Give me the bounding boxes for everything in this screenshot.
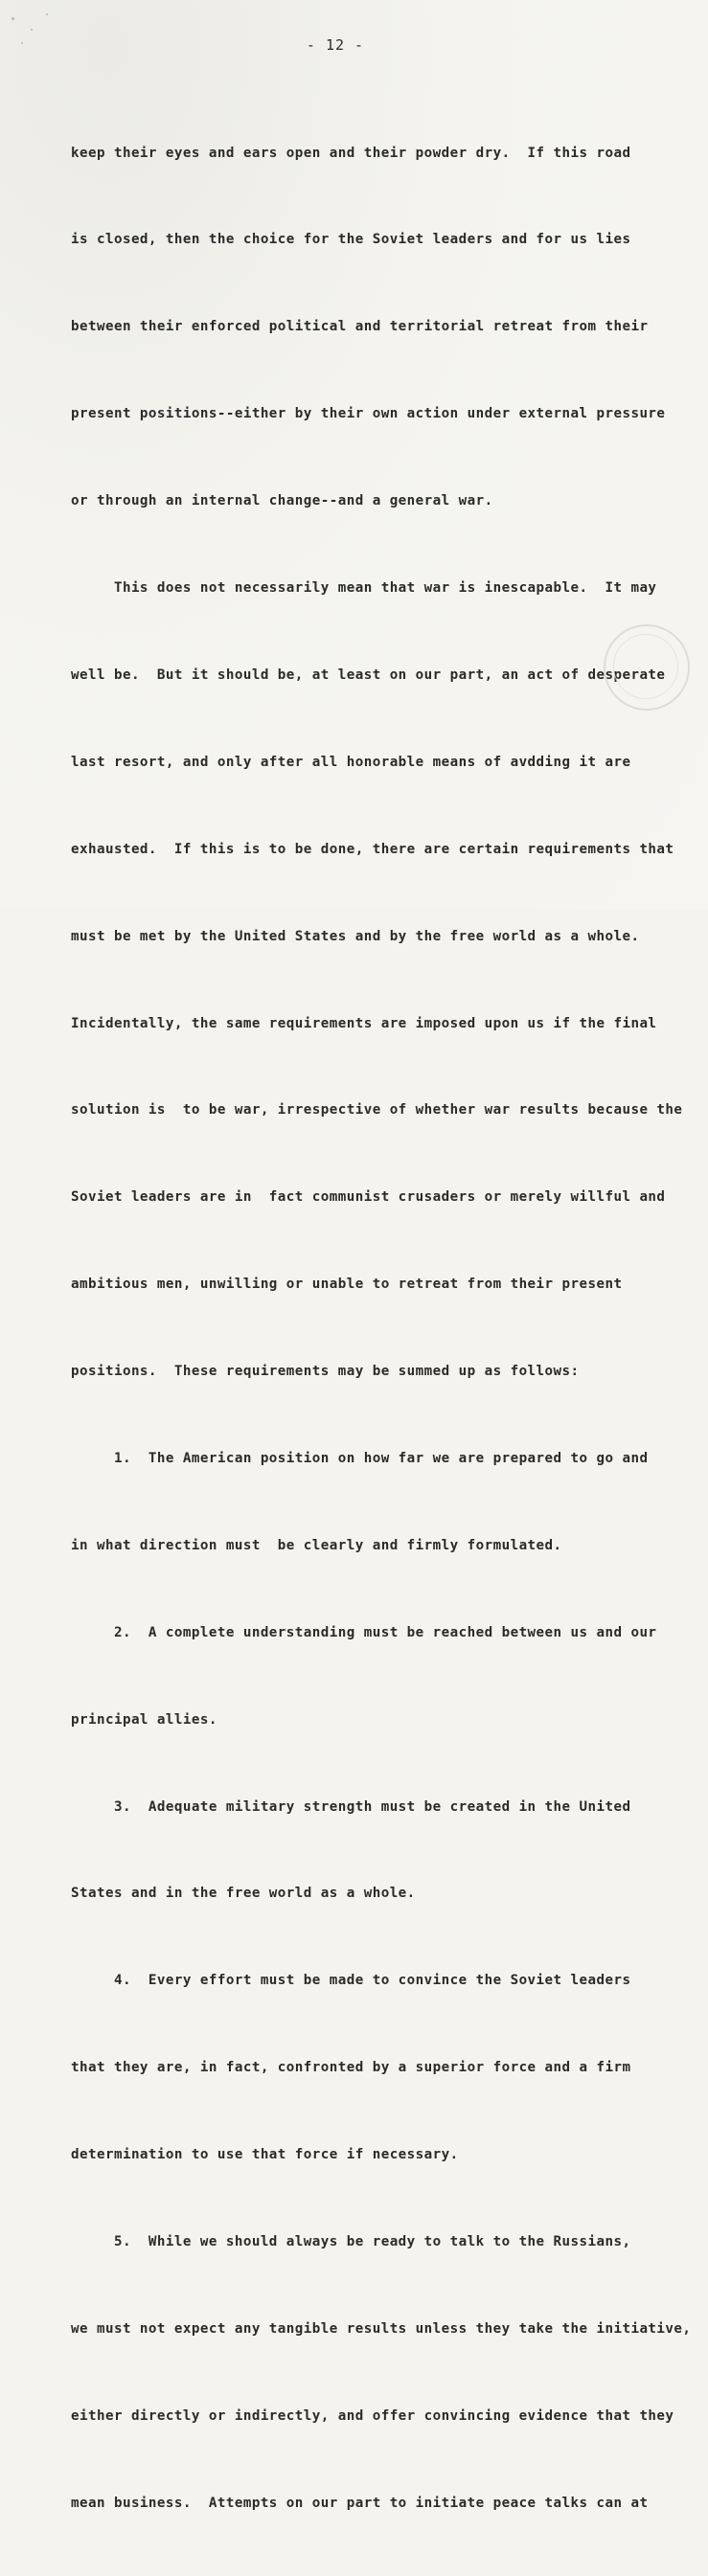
page-number: - 12 -	[306, 36, 365, 54]
text-line: positions. These requirements may be summed up as follows:	[71, 1364, 580, 1380]
text-line: exhausted. If this is to be done, there are certain requirements that	[71, 841, 674, 857]
text-line: Soviet leaders are in fact communist crusaders or merely willful and	[71, 1189, 666, 1206]
text-line: 1. The American position on how far we are prepared to go and	[71, 1450, 649, 1466]
text-line: is closed, then the choice for the Soviet leaders and for us lies	[71, 232, 631, 248]
text-line: solution is to be war, irrespective of whether war results because the	[71, 1102, 683, 1119]
text-line: determination to use that force if necessary.	[71, 2147, 459, 2163]
text-line: 5. While we should always be ready to talk to the Russians,	[71, 2233, 631, 2249]
text-line: 4. Every effort must be made to convince the Soviet leaders	[71, 1973, 631, 1989]
text-line: This does not necessarily mean that war is inescapable. It may	[71, 580, 657, 597]
text-line: present positions--either by their own action under external pressure	[71, 406, 666, 422]
paper-speck	[11, 17, 14, 20]
paper-speck	[31, 29, 33, 31]
text-line: either directly or indirectly, and offer convincing evidence that they	[71, 2407, 674, 2424]
text-line: 2. A complete understanding must be reached between us and our	[71, 1624, 657, 1640]
typed-body-text	[71, 80, 694, 2576]
text-line: between their enforced political and territorial retreat from their	[71, 319, 649, 335]
text-line: must be met by the United States and by the free world as a whole.	[71, 928, 640, 944]
text-line: States and in the free world as a whole.	[71, 1886, 416, 1902]
text-line: 3. Adequate military strength must be created in the United	[71, 1798, 631, 1815]
text-line: well be. But it should be, at least on our part, an act of desperate	[71, 667, 666, 683]
text-line: ambitious men, unwilling or unable to retreat from their present	[71, 1277, 623, 1293]
text-line: last resort, and only after all honorable means of avdding it are	[71, 754, 631, 770]
archive-stamp	[604, 624, 690, 711]
text-line: Incidentally, the same requirements are imposed upon us if the final	[71, 1015, 657, 1031]
text-line: keep their eyes and ears open and their powder dry. If this road	[71, 145, 631, 161]
text-line: we must not expect any tangible results unless they take the initiative,	[71, 2320, 692, 2337]
text-line: in what direction must be clearly and firmly formulated.	[71, 1537, 562, 1553]
text-line: principal allies.	[71, 1711, 217, 1728]
text-line: mean business. Attempts on our part to initiate peace talks can at	[71, 2495, 649, 2511]
text-line: or through an internal change--and a general war.	[71, 493, 493, 509]
paper-speck	[46, 13, 48, 15]
text-line: that they are, in fact, confronted by a superior force and a firm	[71, 2060, 631, 2076]
